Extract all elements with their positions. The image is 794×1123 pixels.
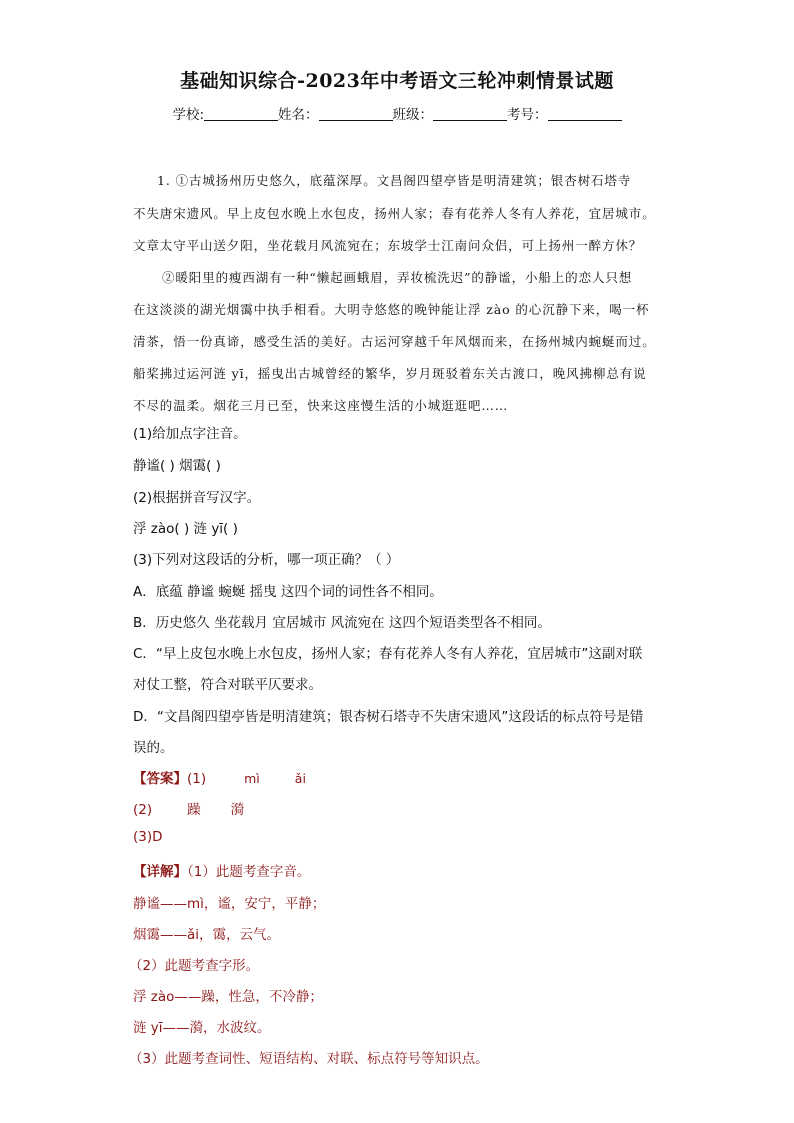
answer-1-pinyin-1: mì bbox=[244, 771, 260, 786]
option-c-cont: 对仗工整，符合对联平仄要求。 bbox=[133, 677, 322, 693]
page-title: 基础知识综合-2023年中考语文三轮冲刺情景试题 bbox=[180, 70, 614, 92]
answer-line-3: (3)D bbox=[133, 829, 163, 845]
class-blank[interactable] bbox=[433, 106, 507, 121]
number-label: 考号： bbox=[507, 107, 548, 123]
option-b[interactable]: B．历史悠久 坐花载月 宜居城市 风流宛在 这四个短语类型各不相同。 bbox=[133, 615, 551, 631]
option-a[interactable]: A．底蕴 静谧 蜿蜒 摇曳 这四个词的词性各不相同。 bbox=[133, 584, 443, 600]
name-blank[interactable] bbox=[319, 106, 393, 121]
option-d[interactable]: D．“文昌阁四望亭皆是明清建筑；银杏树石塔寺不失唐宋遗风”这段话的标点符号是错 bbox=[133, 709, 644, 725]
passage-line: 不失唐宋遗风。早上皮包水晚上水包皮，扬州人家；春有花养人冬有人养花，宜居城市。 bbox=[133, 206, 656, 221]
answer-label: 【答案】 bbox=[133, 771, 187, 787]
answer-1-pinyin-2: ǎi bbox=[294, 771, 306, 786]
passage-line: 不尽的温柔。烟花三月已至，快来这座慢生活的小城逛逛吧…… bbox=[133, 398, 509, 413]
class-label: 班级： bbox=[392, 107, 434, 123]
answer-line-1 bbox=[133, 767, 306, 787]
answer-2-char-2: 漪 bbox=[230, 802, 245, 818]
explain-line-5: 浮 zào——躁，性急，不冷静； bbox=[133, 989, 323, 1005]
explain-line-7: （3）此题考查词性、短语结构、对联、标点符号等知识点。 bbox=[129, 1051, 489, 1067]
question-2-items: 浮 zào( ) 涟 yī( ) bbox=[133, 521, 238, 537]
question-2: (2)根据拼音写汉字。 bbox=[133, 490, 261, 506]
explain-line-3: 烟霭——ǎi，霭，云气。 bbox=[133, 927, 281, 943]
explain-line-4: （2）此题考查字形。 bbox=[129, 958, 260, 974]
answer-2-num: (2) bbox=[133, 802, 153, 818]
answer-line-2 bbox=[133, 798, 244, 818]
passage-line: 1. ①古城扬州历史悠久，底蕴深厚。文昌阁四望亭皆是明清建筑；银杏树石塔寺 bbox=[157, 173, 632, 188]
explain-line-2: 静谧——mì，谧，安宁，平静； bbox=[133, 896, 326, 912]
number-blank[interactable] bbox=[548, 106, 622, 121]
question-1: (1)给加点字注音。 bbox=[133, 426, 247, 442]
explain-label: 【详解】 bbox=[133, 864, 187, 880]
question-3: (3)下列对这段话的分析，哪一项正确？（ ） bbox=[133, 552, 400, 568]
explain-text-1: （1）此题考查字音。 bbox=[187, 864, 311, 880]
passage-line: 在这淡淡的湖光烟霭中执手相看。大明寺悠悠的晚钟能让浮 zào 的心沉静下来，喝一杯 bbox=[133, 302, 650, 317]
answer-2-char-1: 躁 bbox=[187, 802, 201, 818]
passage-line: ②暖阳里的瘦西湖有一种“懒起画蛾眉，弄妆梳洗迟”的静谧，小船上的恋人只想 bbox=[162, 270, 633, 285]
name-label: 姓名： bbox=[278, 107, 319, 123]
student-info-line bbox=[0, 103, 794, 123]
passage-line: 清茶，悟一份真谛，感受生活的美好。古运河穿越千年风烟而来，在扬州城内蜿蜒而过。 bbox=[133, 334, 656, 349]
question-1-items: 静谧( ) 烟霭( ) bbox=[133, 458, 221, 474]
passage-line: 文章太守平山送夕阳，坐花载月风流宛在；东坡学士江南问众侣，可上扬州一醉方休？ bbox=[133, 238, 643, 253]
explain-line-1 bbox=[133, 860, 310, 880]
explain-line-6: 涟 yī——漪，水波纹。 bbox=[133, 1020, 271, 1036]
answer-1-num: (1) bbox=[187, 771, 207, 787]
school-blank[interactable] bbox=[204, 106, 278, 121]
school-label: 学校: bbox=[172, 107, 205, 123]
option-d-cont: 误的。 bbox=[133, 740, 174, 756]
passage-line: 船桨拂过运河涟 yī，摇曳出古城曾经的繁华，岁月斑驳着东关古渡口，晚风拂柳总有说 bbox=[133, 366, 647, 381]
option-c[interactable]: C．“早上皮包水晚上水包皮，扬州人家；春有花养人冬有人养花，宜居城市”这副对联 bbox=[133, 646, 643, 662]
